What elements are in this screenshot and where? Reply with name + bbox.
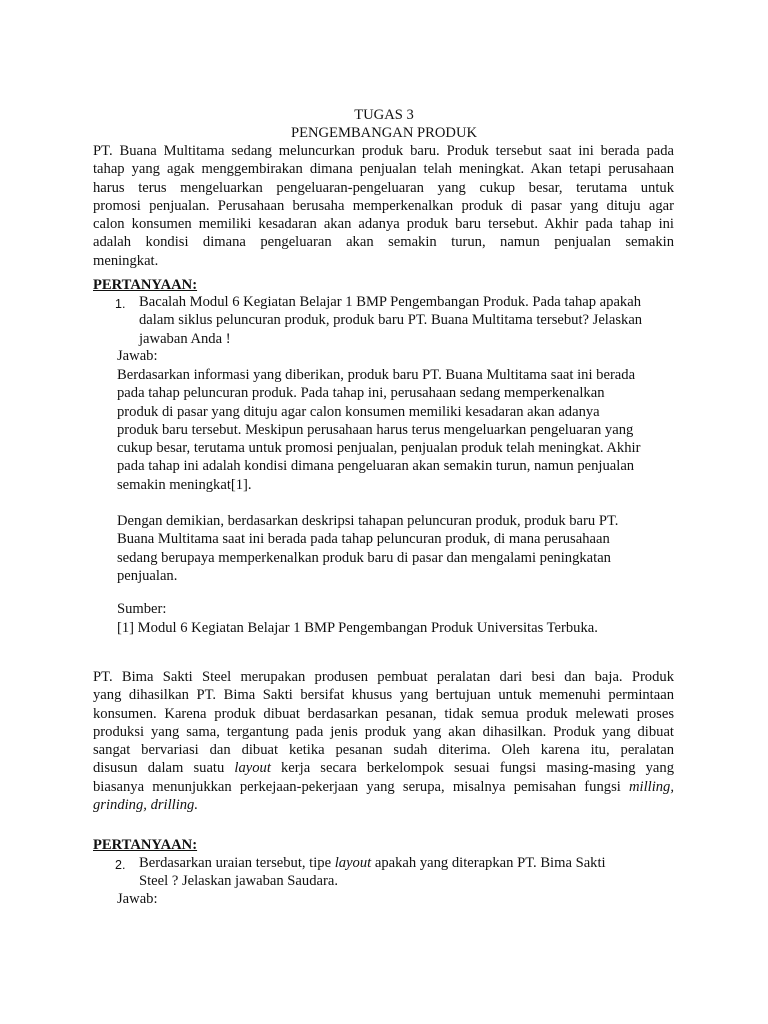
text-segment: biasanya menunjukkan perkejaan-pekerjaan yang serupa, misalnya pemisahan fungsi — [93, 778, 629, 795]
text-line: adalah kondisi dimana pengeluaran akan semakin turun, namun penjualan semakin — [93, 234, 674, 251]
text-line: jawaban Anda ! — [139, 330, 231, 347]
text-line: Berdasarkan informasi yang diberikan, produk baru PT. Buana Multitama saat ini berada — [117, 367, 636, 383]
text-line: konsumen. Karena produk dibuat berdasarkan pesanan, tidak semua produk melewati proses — [93, 705, 674, 722]
question-heading: PERTANYAAN: — [93, 277, 198, 293]
text-line: cukup besar, terutama untuk promosi penjualan, penjualan produk telah meningkat. Akhir — [117, 440, 641, 457]
question-number: 2. — [115, 858, 126, 872]
text-line: Dengan demikian, berdasarkan deskripsi tahapan peluncuran produk, produk baru PT. — [117, 513, 619, 529]
text-line — [93, 759, 674, 777]
text-line: sedang berupaya memperkenalkan produk baru di pasar dan mengalami peningkatan — [117, 549, 611, 566]
answer-label: Jawab: — [117, 891, 158, 907]
source-reference: [1] Modul 6 Kegiatan Belajar 1 BMP Pengembangan Produk Universitas Terbuka. — [117, 620, 598, 636]
question-heading: PERTANYAAN: — [93, 837, 198, 853]
text-line: pada tahap ini adalah kondisi dimana pengeluaran akan semakin turun, namun penjualan — [117, 458, 635, 475]
text-line: harus terus mengeluarkan pengeluaran-pengeluaran yang cukup besar, terutama untuk — [93, 179, 674, 196]
answer-label: Jawab: — [117, 348, 158, 364]
text-line: semakin meningkat[1]. — [117, 476, 252, 493]
text-line: Buana Multitama saat ini berada pada tahap peluncuran produk, di mana perusahaan — [117, 531, 610, 548]
text-line — [139, 854, 679, 872]
italic-term: grinding, drilling. — [93, 797, 199, 814]
text-line: produk di pasar yang dituju agar calon konsumen memiliki kesadaran akan adanya — [117, 403, 600, 420]
document-title: TUGAS 3 — [354, 107, 414, 123]
text-line: Steel ? Jelaskan jawaban Saudara. — [139, 873, 338, 890]
question-text — [139, 854, 679, 891]
text-line: penjualan. — [117, 567, 178, 584]
text-segment: Berdasarkan uraian tersebut, tipe — [139, 855, 335, 871]
answer-conclusion — [117, 512, 675, 585]
question-text — [139, 293, 679, 348]
document-subtitle: PENGEMBANGAN PRODUK — [290, 125, 478, 141]
text-line: dalam siklus peluncuran produk, produk baru PT. Buana Multitama tersebut? Jelaskan — [139, 312, 643, 329]
text-line: pada tahap peluncuran produk. Pada tahap ini, perusahaan sedang memperkenalkan — [117, 385, 605, 402]
text-segment: disusun dalam suatu — [93, 760, 235, 777]
text-line: promosi penjualan. Perusahaan berusaha memperkenalkan produk di pasar yang dituju agar — [93, 197, 674, 214]
text-line: produksi yang sama, tergantung pada jenis produk yang akan dihasilkan. Produk yang dibuat — [93, 723, 674, 740]
text-line: produk baru tersebut. Meskipun perusahaan harus terus mengeluarkan pengeluaran yang — [117, 421, 634, 438]
text-line: PT. Buana Multitama sedang meluncurkan produk baru. Produk tersebut saat ini berada pada — [93, 143, 674, 159]
text-line: tahap yang agak menggembirakan dimana penjualan telah meningkat. Akan tetapi perusahaan — [93, 161, 674, 178]
answer-paragraph — [117, 366, 675, 494]
text-line — [93, 778, 674, 796]
italic-term: layout — [334, 855, 372, 871]
text-segment: kerja secara berkelompok sesuai fungsi masing-masing yang — [270, 760, 674, 777]
question-number: 1. — [115, 297, 126, 311]
text-line: Bacalah Modul 6 Kegiatan Belajar 1 BMP Pengembangan Produk. Pada tahap apakah — [139, 294, 642, 310]
text-line: yang dihasilkan PT. Bima Sakti bersifat khusus yang bertujuan untuk memenuhi permintaan — [93, 687, 674, 704]
italic-term: layout — [234, 760, 271, 777]
text-line: sangat bervariasi dan dibuat ketika pesanan sudah diterima. Oleh karena itu, peralatan — [93, 742, 674, 759]
text-segment: apakah yang diterapkan PT. Bima Sakti — [371, 855, 606, 871]
text-line — [93, 796, 674, 814]
text-line: calon konsumen memiliki kesadaran akan adanya produk baru tersebut. Akhir pada tahap ini — [93, 216, 674, 233]
source-label: Sumber: — [117, 601, 167, 617]
case-description-1 — [93, 142, 674, 270]
text-line: meningkat. — [93, 252, 159, 269]
case-description-2 — [93, 668, 674, 814]
text-line: PT. Bima Sakti Steel merupakan produsen pembuat peralatan dari besi dan baja. Produk — [93, 669, 674, 685]
italic-term: milling, — [629, 778, 674, 795]
